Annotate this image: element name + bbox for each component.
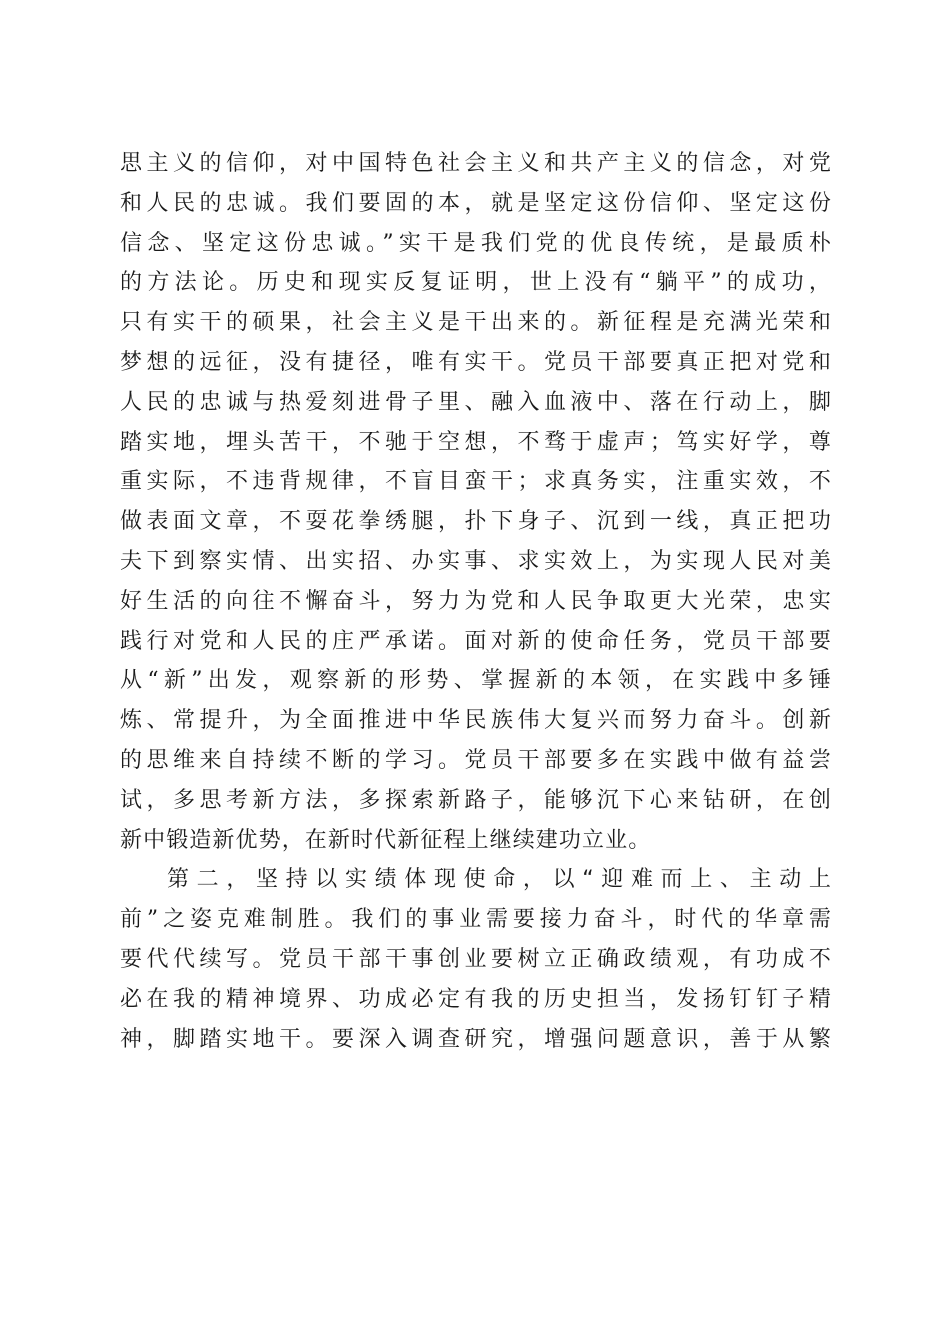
paragraph-2 bbox=[120, 860, 832, 1059]
text-line: 人民的忠诚与热爱刻进骨子里、融入血液中、落在行动上，脚 bbox=[120, 389, 832, 415]
text-line: 炼、常提升，为全面推进中华民族伟大复兴而努力奋斗。创新 bbox=[120, 708, 832, 734]
text-line: 夫下到察实情、出实招、办实事、求实效上，为实现人民对美 bbox=[120, 548, 832, 574]
text-line: 梦想的远征，没有捷径，唯有实干。党员干部要真正把对党和 bbox=[120, 349, 832, 375]
section-heading-line: 第二，坚持以实绩体现使命，以“迎难而上、主动上 bbox=[167, 867, 832, 893]
text-line: 踏实地，埋头苦干，不驰于空想，不骛于虚声；笃实好学，尊 bbox=[120, 429, 832, 455]
text-line: 和人民的忠诚。我们要固的本，就是坚定这份信仰、坚定这份 bbox=[120, 190, 832, 216]
text-line: 前”之姿克难制胜。我们的事业需要接力奋斗，时代的华章需 bbox=[120, 907, 832, 933]
text-line: 思主义的信仰，对中国特色社会主义和共产主义的信念，对党 bbox=[120, 151, 832, 176]
body-text bbox=[120, 144, 832, 1059]
text-line: 从“新”出发，观察新的形势、掌握新的本领，在实践中多锤 bbox=[120, 668, 832, 694]
text-line: 做表面文章，不耍花拳绣腿，扑下身子、沉到一线，真正把功 bbox=[120, 509, 832, 535]
text-line: 只有实干的硕果，社会主义是干出来的。新征程是充满光荣和 bbox=[120, 310, 832, 336]
text-line: 的方法论。历史和现实反复证明，世上没有“躺平”的成功， bbox=[120, 270, 832, 296]
text-line: 践行对党和人民的庄严承诺。面对新的使命任务，党员干部要 bbox=[120, 628, 832, 654]
text-line: 试，多思考新方法，多探索新路子，能够沉下心来钻研，在创 bbox=[120, 787, 832, 813]
text-line: 信念、坚定这份忠诚。”实干是我们党的优良传统，是最质朴 bbox=[120, 230, 832, 256]
text-line: 神，脚踏实地干。要深入调查研究，增强问题意识，善于从繁 bbox=[120, 1026, 832, 1052]
text-line: 必在我的精神境界、功成必定有我的历史担当，发扬钉钉子精 bbox=[120, 986, 832, 1012]
text-line: 要代代续写。党员干部干事创业要树立正确政绩观，有功成不 bbox=[120, 946, 832, 972]
text-line: 的思维来自持续不断的学习。党员干部要多在实践中做有益尝 bbox=[120, 747, 832, 773]
text-line: 新中锻造新优势，在新时代新征程上继续建功立业。 bbox=[120, 827, 652, 853]
text-line: 重实际，不违背规律，不盲目蛮干；求真务实，注重实效，不 bbox=[120, 469, 832, 495]
text-line: 好生活的向往不懈奋斗，努力为党和人民争取更大光荣，忠实 bbox=[120, 588, 832, 614]
paragraph-1 bbox=[120, 144, 832, 860]
